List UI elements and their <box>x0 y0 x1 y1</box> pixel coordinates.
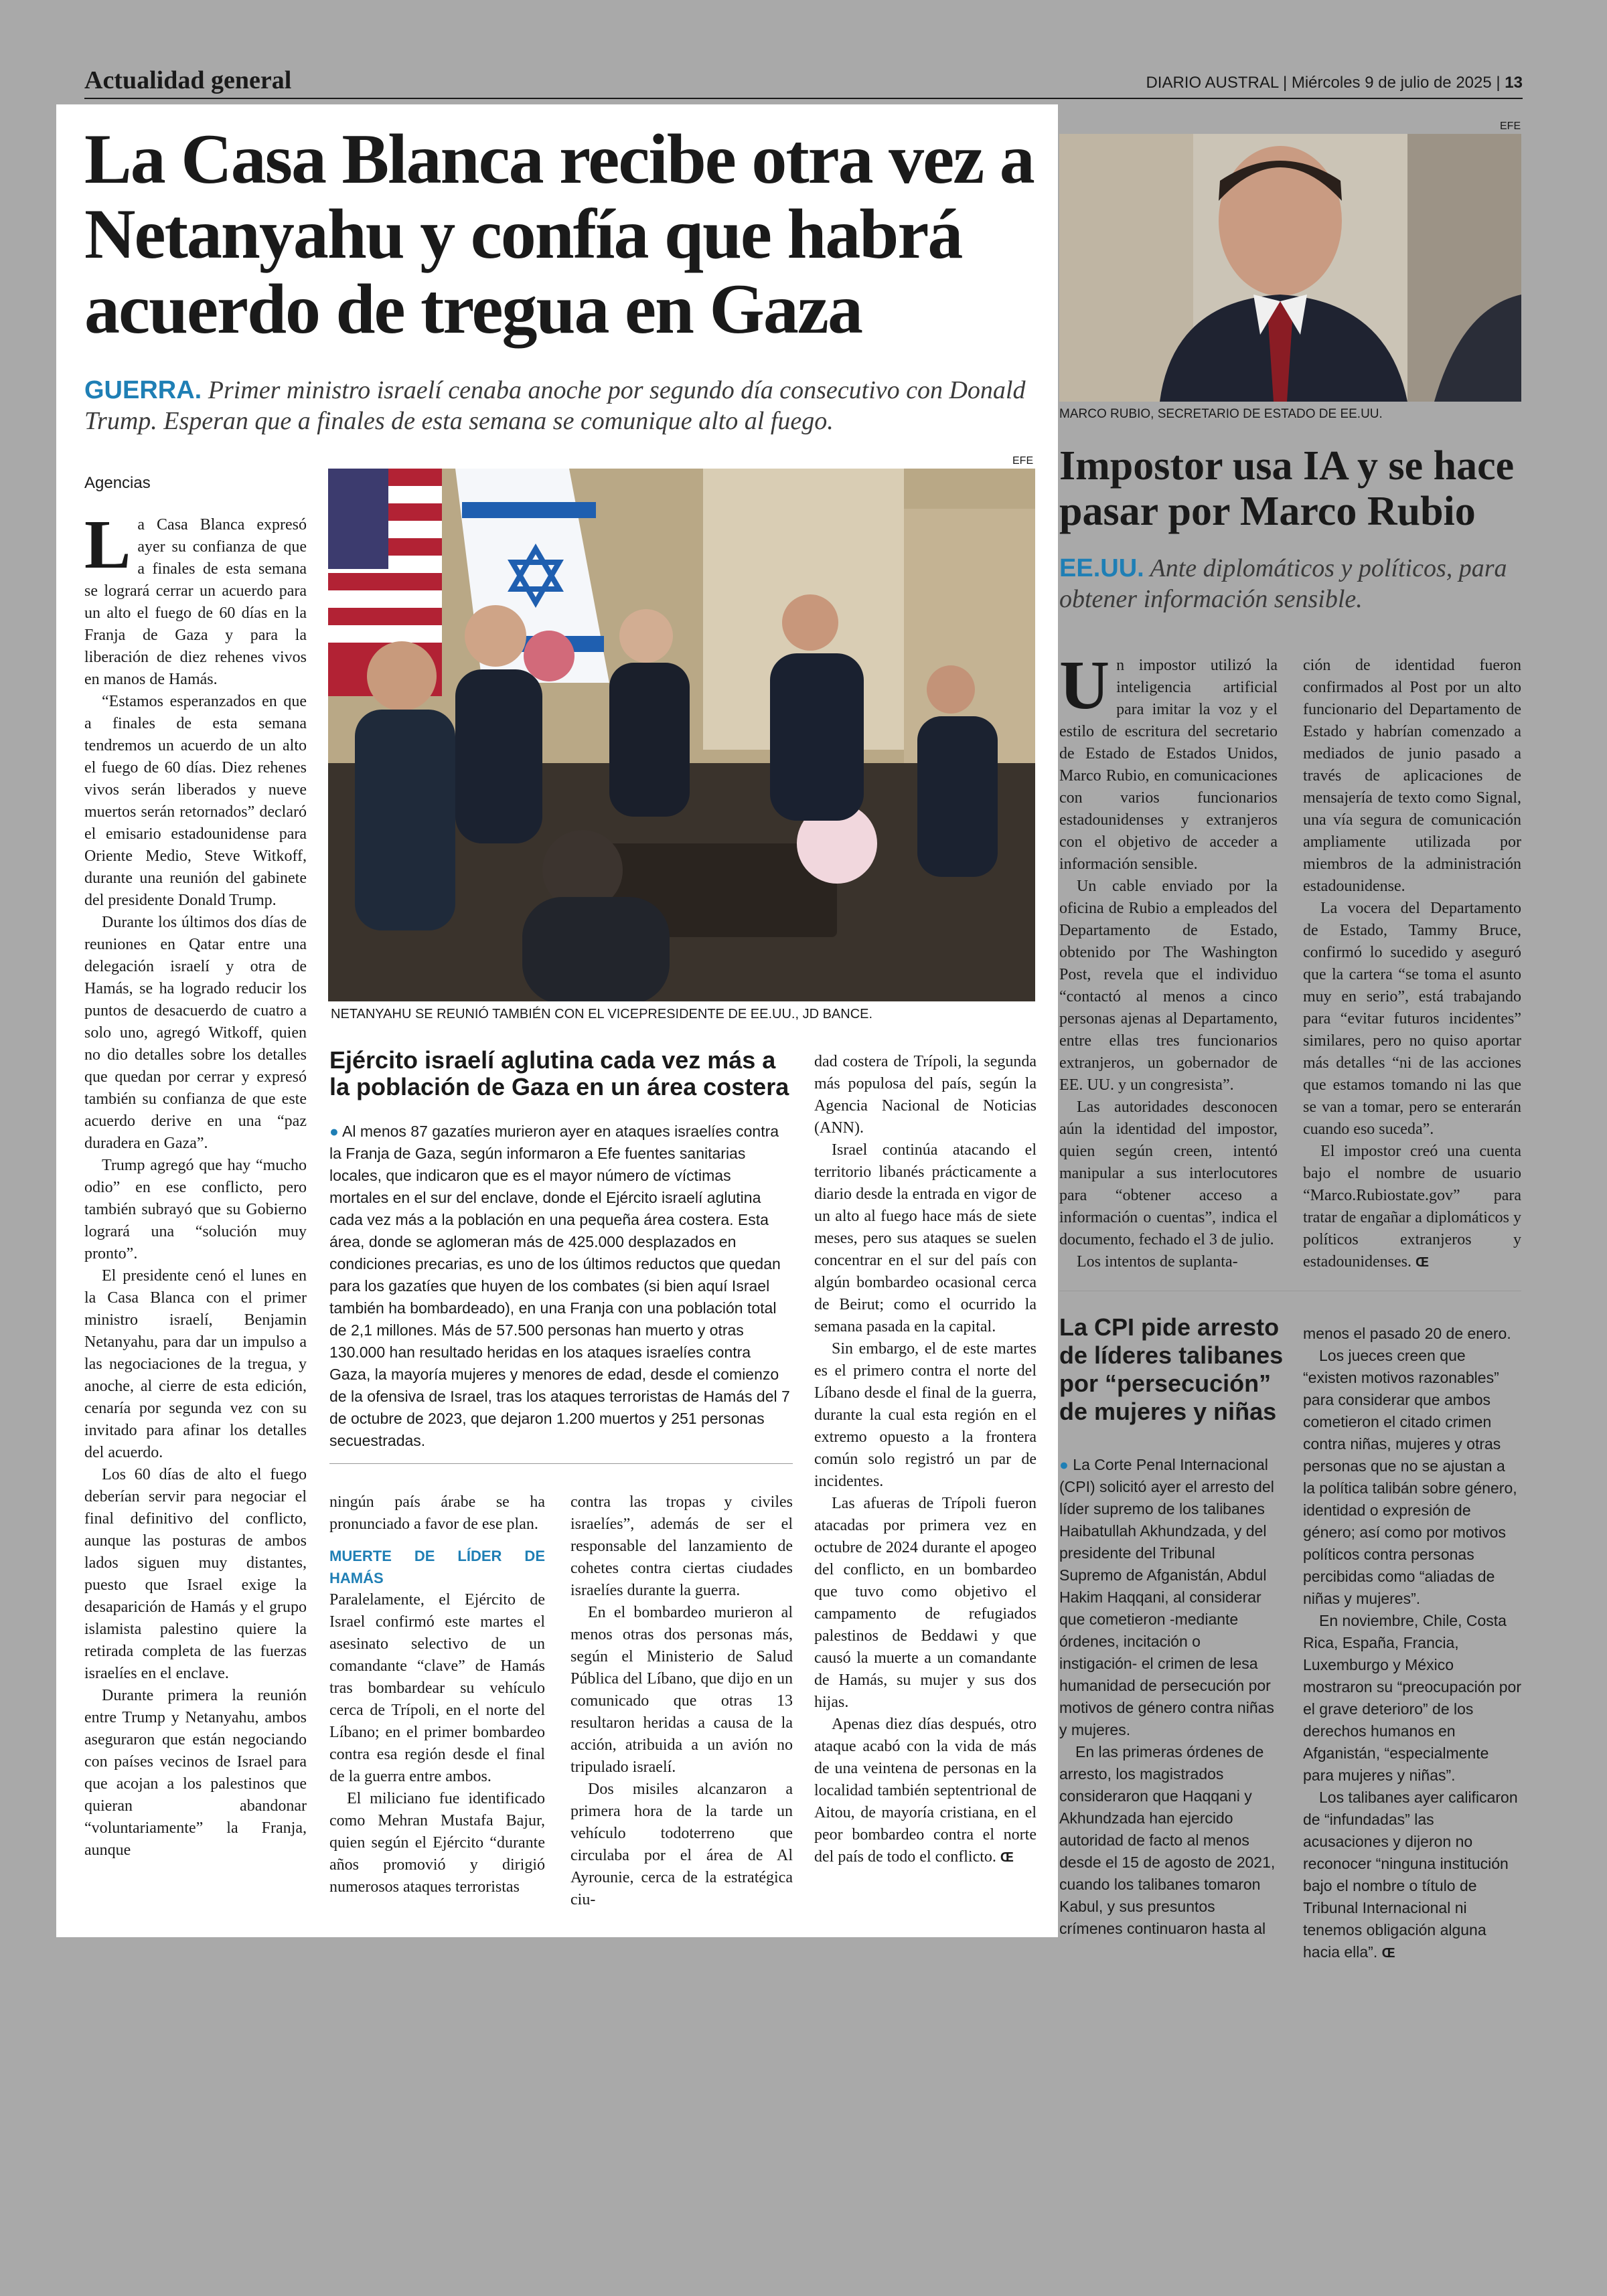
bullet-icon: ● <box>1059 1456 1069 1473</box>
cpi-column-1: ● La Corte Penal Internacional (CPI) solicitó ayer el arresto del líder supremo de los talibanes Haibatullah Akhundzada, y del presidente del Tribunal Supremo de Afganistán, Abdul Hakim Haqqani, al considerar que cometieron -mediante órdenes, incitación o instigación- el crimen de lesa humanidad de persecución por motivos de género contra niñas y mujeres. En las primeras órdenes de arresto, los magistrados consideraron que Haqqani y Akhundzada han ejercido autoridad de facto al menos desde el 15 de agosto de 2021, cuando los talibanes tomaron Kabul, y sus presuntos crímenes continuaron hasta al <box>1059 1456 1276 1937</box>
main-subhead-text: Primer ministro israelí cenaba anoche por segundo día consecutivo con Donald Trump. Esperan que a finales de esta semana se comunique alto al fuego. <box>84 376 1026 435</box>
intertitle: MUERTE DE LÍDER DE HAMÁS <box>329 1548 545 1586</box>
paragraph: El impostor creó una cuenta bajo el nombre de usuario “Marco.Rubiostate.gov” para tratar de engañar a diplomáticos y políticos extranjeros y estadounidenses. Œ <box>1303 1143 1521 1270</box>
paragraph: En el bombardeo murieron al menos otras dos personas más, según el Ministerio de Salud Pública del Líbano, que dijo en un comunicado que otras 13 resultaron heridas a causa de la acción, atribuida a un avión no tripulado israelí. <box>570 1604 793 1776</box>
main-headline: La Casa Blanca recibe otra vez a Netanyahu y confía que habrá acuerdo de tregua en Gaza <box>84 120 1034 348</box>
end-mark: Œ <box>1415 1255 1429 1270</box>
paragraph: El miliciano fue identificado como Mehran Mustafa Bajur, quien según el Ejército “durante años promovió y dirigió numerosos ataques terroristas <box>329 1790 545 1896</box>
paragraph: contra las tropas y civiles israelíes”, además de ser el responsable del lanzamiento de cohetes contra ciertas ciudades israelíes durante la guerra. <box>570 1493 793 1599</box>
photo-caption: NETANYAHU SE REUNIÓ TAMBIÉN CON EL VICEPRESIDENTE DE EE.UU., JD BANCE. <box>331 1007 873 1021</box>
paragraph: “Estamos esperanzados en que a finales de esta semana tendremos un acuerdo de un alto el fuego de 60 días. Diez rehenes vivos serán liberados y nueve muertos serán retornados” declaró el emisario estadounidense para Oriente Medio, Steve Witkoff, durante una reunión del gabinete del presidente Donald Trump. <box>84 693 307 909</box>
bullet-icon: ● <box>329 1123 339 1140</box>
paragraph: Israel continúa atacando el territorio libanés prácticamente a diario desde la entrada en vigor de un alto al fuego hace más de siete meses, pero sus ataques se suelen concentrar en el sur del país con algún bombardeo ocasional cerca de Beirut; como el ocurrido la semana pasada en la capital. <box>814 1141 1037 1335</box>
cpi-title: La CPI pide arresto de líderes talibanes por “persecución” de mujeres y niñas <box>1059 1313 1284 1425</box>
paragraph: Las autoridades desconocen aún la identidad del impostor, quien según creen, intentó manipular a sus interlocutores para “obtener acceso a información o cuentas”, indica el documento, fechado el 3 de julio. <box>1059 1098 1278 1248</box>
meeting-photo <box>328 469 1035 1001</box>
rubio-column-2 <box>1303 655 1521 1274</box>
sidebar-title: Ejército israelí aglutina cada vez más a la población de Gaza en un área costera <box>329 1046 789 1100</box>
paragraph: Los intentos de suplanta- <box>1077 1253 1238 1270</box>
paragraph: Un cable enviado por la oficina de Rubio a empleados del Departamento de Estado, obtenido por The Washington Post, revela que el individuo “contactó al menos a cinco personas ajenas al Departamento, entre ellas tres funcionarios extranjeros, un gobernador de EE. UU. y un congresista”. <box>1059 878 1278 1094</box>
paragraph: Dos misiles alcanzaron a primera hora de la tarde un vehículo todoterreno que circulaba por el área de Al Ayrounie, cerca de la estratégica ciu- <box>570 1781 793 1908</box>
paragraph: Durante los últimos dos días de reuniones en Qatar entre una delegación israelí y otra de Hamás, se ha logrado reducir los puntos de desacuerdo de cuatro a solo uno, agregó Witkoff, quien no dio detalles sobre los detalles que quedan por cerrar y expresó también su confianza de que este acuerdo derive en una “paz duradera en Gaza”. <box>84 914 307 1152</box>
rubio-portrait-illustration <box>1059 134 1521 402</box>
paragraph: Los 60 días de alto el fuego deberían servir para negociar el final definitivo del conflicto, aunque las posturas de ambos lados siguen muy distantes, puesto que Israel exige la desaparición de Hamás y el grupo islamista palestino quiere la retirada completa de las fuerzas israelíes en el enclave. <box>84 1466 307 1682</box>
photo-credit: EFE <box>1012 455 1034 467</box>
paragraph: Paralelamente, el Ejército de Israel confirmó este martes el asesinato selectivo de un comandante “clave” de Hamás tras bombardear su vehículo cerca de Trípoli, en el norte del Líbano; en el primer bombardeo contra esa región desde el final de la guerra entre ambos. <box>329 1591 545 1785</box>
page-meta: DIARIO AUSTRAL | Miércoles 9 de julio de 2025 | 13 <box>1146 74 1523 92</box>
main-column-3 <box>570 1491 793 1911</box>
byline: Agencias <box>84 474 151 492</box>
paper-name: DIARIO AUSTRAL <box>1146 74 1279 92</box>
rubio-caption: MARCO RUBIO, SECRETARIO DE ESTADO DE EE.UU. <box>1059 407 1383 421</box>
rubio-subhead-text: Ante diplomáticos y políticos, para obtener información sensible. <box>1059 554 1507 613</box>
end-mark: Œ <box>1381 1946 1395 1961</box>
main-column-1 <box>84 506 307 1862</box>
section-name: Actualidad general <box>84 66 292 94</box>
paragraph: ningún país árabe se ha pronunciado a favor de ese plan. <box>329 1493 545 1533</box>
sidebar-rule <box>329 1463 793 1464</box>
rubio-headline: Impostor usa IA y se hace pasar por Marco Rubio <box>1059 443 1515 534</box>
paragraph: El presidente cenó el lunes en la Casa Blanca con el primer ministro israelí, Benjamin Netanyahu, para dar un impulso a las negociaciones de la tregua, y anoche, al cierre de esta edición, cenaría por segunda vez con su invitado para afinar los detalles del acuerdo. <box>84 1267 307 1461</box>
rubio-kicker: EE.UU. <box>1059 554 1144 582</box>
sidebar-text: ● Al menos 87 gazatíes murieron ayer en ataques israelíes contra la Franja de Gaza, según informaron a Efe fuentes sanitarias locales, que indicaron que es el mayor número de víctimas mortales en el sur del enclave, donde el Ejército israelí aglutina cada vez más a la población en una pequeña área costera. Esta área, donde se aglomeran más de 425.000 desplazados en condiciones precarias, es uno de los últimos reductos que quedan para los gazatíes que huyen de los combates (si bien aquí Israel también ha bombardeado), en una Franja con una población total de 2,1 millones. Más de 57.500 personas han muerto y otras 130.000 han resultado heridas en los ataques israelíes contra Gaza, la mayoría mujeres y menores de edad, desde el comienzo de la ofensiva de Israel, tras los ataques terroristas de Hamás del 7 de octubre de 2023, que dejaron 1.200 muertos y 251 personas secuestradas. <box>329 1123 790 1449</box>
paragraph: ción de identidad fueron confirmados al Post por un alto funcionario del Departamento de Estado y habrían comenzado a mediados de junio pasado a través de aplicaciones de mensajería de texto como Signal, una vía segura de comunicación ampliamente utilizada por miembros de la administración estadounidense. <box>1303 657 1521 895</box>
drop-cap: U <box>1059 647 1110 724</box>
main-column-2 <box>329 1491 545 1898</box>
paragraph: Durante primera la reunión entre Trump y Netanyahu, ambos aseguraron que están negociando con países vecinos de Israel para que acojan a los palestinos que quieran abandonar “voluntariamente” la Franja, aunque <box>84 1687 307 1859</box>
main-column-4 <box>814 1051 1037 1869</box>
paragraph: Un impostor utilizó la inteligencia artificial para imitar la voz y el estilo de escritura del secretario de Estado de Estados Unidos, Marco Rubio, en comunicaciones con varios funcionarios estadounidenses y extranjeros con el objetivo de acceder a información sensible. <box>1059 647 1278 873</box>
meeting-photo-illustration <box>328 469 1035 1001</box>
rubio-column-1 <box>1059 647 1278 1273</box>
rubio-photo <box>1059 134 1521 402</box>
main-subhead <box>84 375 1049 436</box>
end-mark: Œ <box>1000 1850 1014 1865</box>
rubio-photo-credit: EFE <box>1500 120 1521 132</box>
paragraph: Las afueras de Trípoli fueron atacadas por primera vez en octubre de 2024 durante el apogeo del conflicto, en un bombardeo que tuvo como objetivo el campamento de refugiados palestinos de Beddawi y que causó la muerte a un comandante de Hamás, su mujer y sus dos hijas. <box>814 1495 1037 1711</box>
paragraph: La vocera del Departamento de Estado, Tammy Bruce, confirmó lo sucedido y aseguró que la cartera “se toma el asunto muy en serio”, está trabajando para “evitar futuros incidentes” similares, pero no quiso aportar más detalles “ni de las acciones que estamos tomando ni las que se van a tomar, pero se enterarán cuando eso suceda”. <box>1303 900 1521 1138</box>
paragraph: Apenas diez días después, otro ataque acabó con la vida de más de una veintena de personas en la localidad también septentrional de Aitou, de mayoría cristiana, en el peor bombardeo contra el norte del país de todo el conflicto. Œ <box>814 1716 1037 1866</box>
paragraph: dad costera de Trípoli, la segunda más populosa del país, según la Agencia Nacional de Noticias (ANN). <box>814 1053 1037 1137</box>
page-number: 13 <box>1505 74 1523 92</box>
paragraph: La Casa Blanca expresó ayer su confianza de que a finales de esta semana se logrará cerrar un acuerdo para un alto el fuego de 60 días en la Franja de Gaza y para la liberación de diez rehenes vivos en manos de Hamás. <box>84 506 307 688</box>
main-kicker: GUERRA. <box>84 376 202 404</box>
paragraph: Sin embargo, el de este martes es el primero contra el norte del Líbano desde el final de la guerra, durante la cual esta región en el extremo opuesto a la frontera común solo registró un par de incidentes. <box>814 1340 1037 1490</box>
cpi-column-2: menos el pasado 20 de enero. Los jueces creen que “existen motivos razonables” para considerar que ambos cometieron el citado crimen contra niñas, mujeres y otras personas que no se ajustan a la política talibán sobre género, identidad o expresión de género; así como por motivos políticos contra personas percibidas como “aliadas de niñas y mujeres”. En noviembre, Chile, Costa Rica, España, Francia, Luxemburgo y México mostraron su “preocupación por el grave deterioro” de los derechos humanos en Afganistán, “especialmente para mujeres y niñas”. Los talibanes ayer calificaron de “infundadas” las acusaciones y dijeron no reconocer “ninguna institución bajo el nombre o título de Tribunal Internacional ni tenemos obligación alguna hacia ella”. Œ <box>1303 1325 1521 1961</box>
rubio-subhead <box>1059 553 1521 614</box>
issue-date: Miércoles 9 de julio de 2025 <box>1291 74 1492 92</box>
drop-cap: L <box>84 506 131 583</box>
page-header <box>84 64 1523 99</box>
paragraph: Trump agregó que hay “mucho odio” en ese conflicto, pero también subrayó que su Gobierno logrará una “solución muy pronto”. <box>84 1157 307 1262</box>
